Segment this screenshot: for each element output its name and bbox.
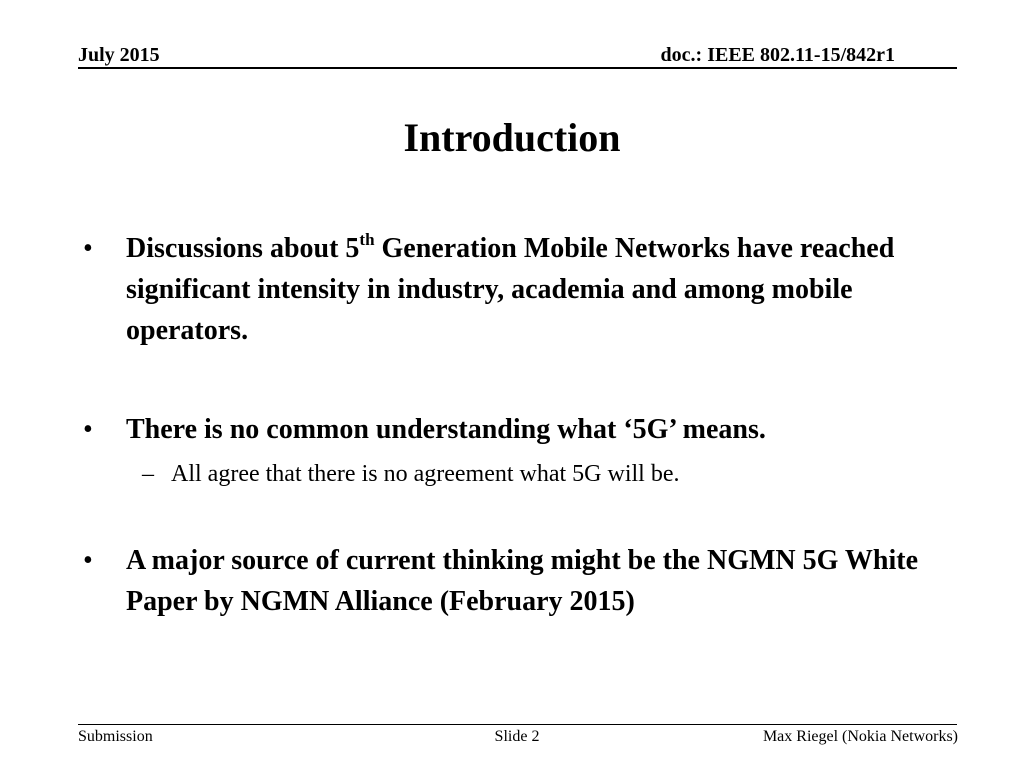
footer-divider [78, 724, 957, 725]
superscript-ordinal: th [359, 230, 375, 249]
bullet-item-3 [83, 540, 956, 622]
bullet-text: A major source of current thinking might be the NGMN 5G White Paper by NGMN Alliance (February 2015) [126, 545, 919, 617]
footer-author: Max Riegel (Nokia Networks) [762, 728, 958, 745]
bullet-item-2 [83, 409, 956, 450]
bullet-text-part-2: Generation Mobile Networks have reached significant intensity in industry, academia and among mobile operators. [126, 233, 895, 346]
bullet-marker: • [83, 545, 93, 576]
footer-submission: Submission [78, 728, 153, 745]
header-doc-id: doc.: IEEE 802.11-15/842r1 [660, 44, 895, 66]
sub-bullet-text: All agree that there is no agreement what 5G will be. [171, 461, 680, 487]
sub-bullet-dash: – [142, 461, 154, 487]
sub-bullet-item [142, 459, 951, 489]
header-divider [78, 67, 957, 69]
header-date: July 2015 [78, 44, 160, 66]
bullet-item-1 [83, 228, 956, 351]
footer-slide-number: Slide 2 [494, 728, 540, 745]
bullet-text-part-1: Discussions about 5 [126, 233, 360, 264]
bullet-marker: • [83, 233, 93, 264]
slide-title: Introduction [403, 115, 621, 160]
bullet-marker: • [83, 414, 93, 445]
bullet-text: There is no common understanding what ‘5G’ means. [126, 414, 766, 445]
